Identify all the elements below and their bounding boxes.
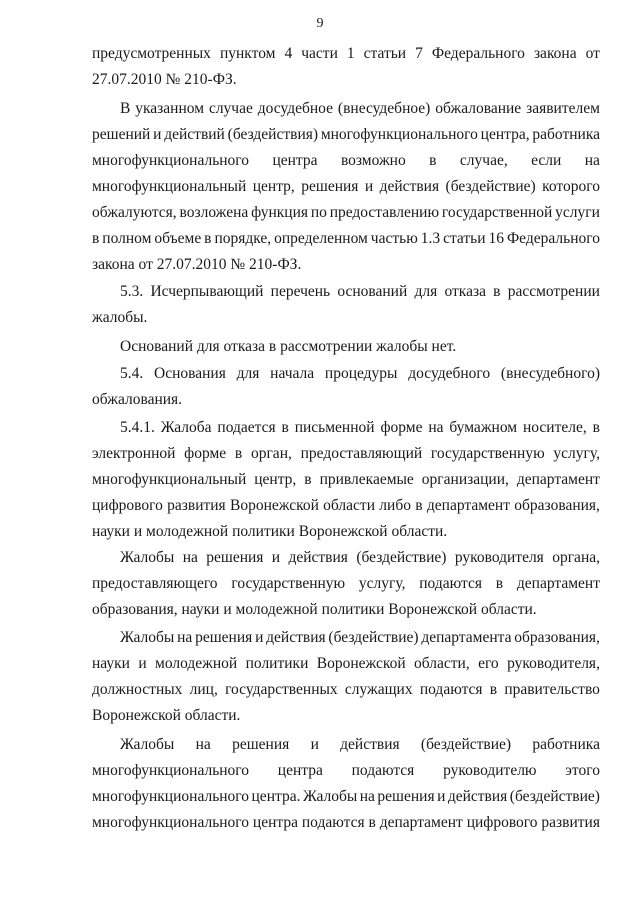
- text-line: многофункционального центра подаются в департамент цифрового развития: [92, 814, 600, 831]
- text-line: многофункционального центра. Жалобы на решения и действия (бездействие): [92, 788, 600, 805]
- text-line: 5.3. Исчерпывающий перечень оснований для отказа в рассмотрении: [120, 283, 600, 300]
- text-line: предоставляющего государственную услугу, подаются в департамент: [92, 575, 600, 592]
- text-line: В указанном случае досудебное (внесудебное) обжалование заявителем: [120, 100, 600, 117]
- text-line: 5.4. Основания для начала процедуры досудебного (внесудебного): [120, 365, 600, 382]
- text-line: должностных лиц, государственных служащих подаются в правительство: [92, 681, 600, 698]
- page-number: 9: [316, 16, 324, 31]
- text-line: жалобы.: [92, 309, 148, 326]
- text-line: электронной форме в орган, предоставляющий государственную услугу,: [92, 445, 600, 462]
- text-line: многофункционального центра подаются руководителю этого: [92, 762, 600, 779]
- text-line: Жалобы на решения и действия (бездействие) департамента образования,: [120, 629, 600, 646]
- text-line: предусмотренных пунктом 4 части 1 статьи 7 Федерального закона от: [92, 45, 600, 62]
- text-line: образования, науки и молодежной политики Воронежской области.: [92, 601, 537, 618]
- text-line: Жалобы на решения и действия (бездействие) работника: [120, 736, 600, 753]
- text-line: Оснований для отказа в рассмотрении жалобы нет.: [120, 338, 457, 355]
- text-line: 27.07.2010 № 210-ФЗ.: [92, 71, 237, 88]
- text-line: закона от 27.07.2010 № 210-ФЗ.: [92, 256, 302, 273]
- text-line: науки и молодежной политики Воронежской области.: [92, 523, 448, 540]
- text-line: решений и действий (бездействия) многофункционального центра, работника: [92, 126, 600, 143]
- text-line: многофункциональный центр, решения и действия (бездействие) которого: [92, 178, 600, 195]
- text-line: Воронежской области.: [92, 707, 241, 724]
- text-line: многофункциональный центр, в привлекаемые организации, департамент: [92, 471, 600, 488]
- text-line: обжалования.: [92, 391, 183, 408]
- text-line: Жалобы на решения и действия (бездействие) руководителя органа,: [120, 549, 600, 566]
- text-line: 5.4.1. Жалоба подается в письменной форме на бумажном носителе, в: [120, 419, 600, 436]
- text-line: обжалуются, возложена функция по предоставлению государственной услуги: [92, 204, 600, 221]
- text-line: цифрового развития Воронежской области либо в департамент образования,: [92, 497, 600, 514]
- text-line: многофункционального центра возможно в случае, если на: [92, 152, 600, 169]
- text-line: науки и молодежной политики Воронежской области, его руководителя,: [92, 655, 600, 672]
- text-line: в полном объеме в порядке, определенном частью 1.3 статьи 16 Федерального: [92, 230, 600, 247]
